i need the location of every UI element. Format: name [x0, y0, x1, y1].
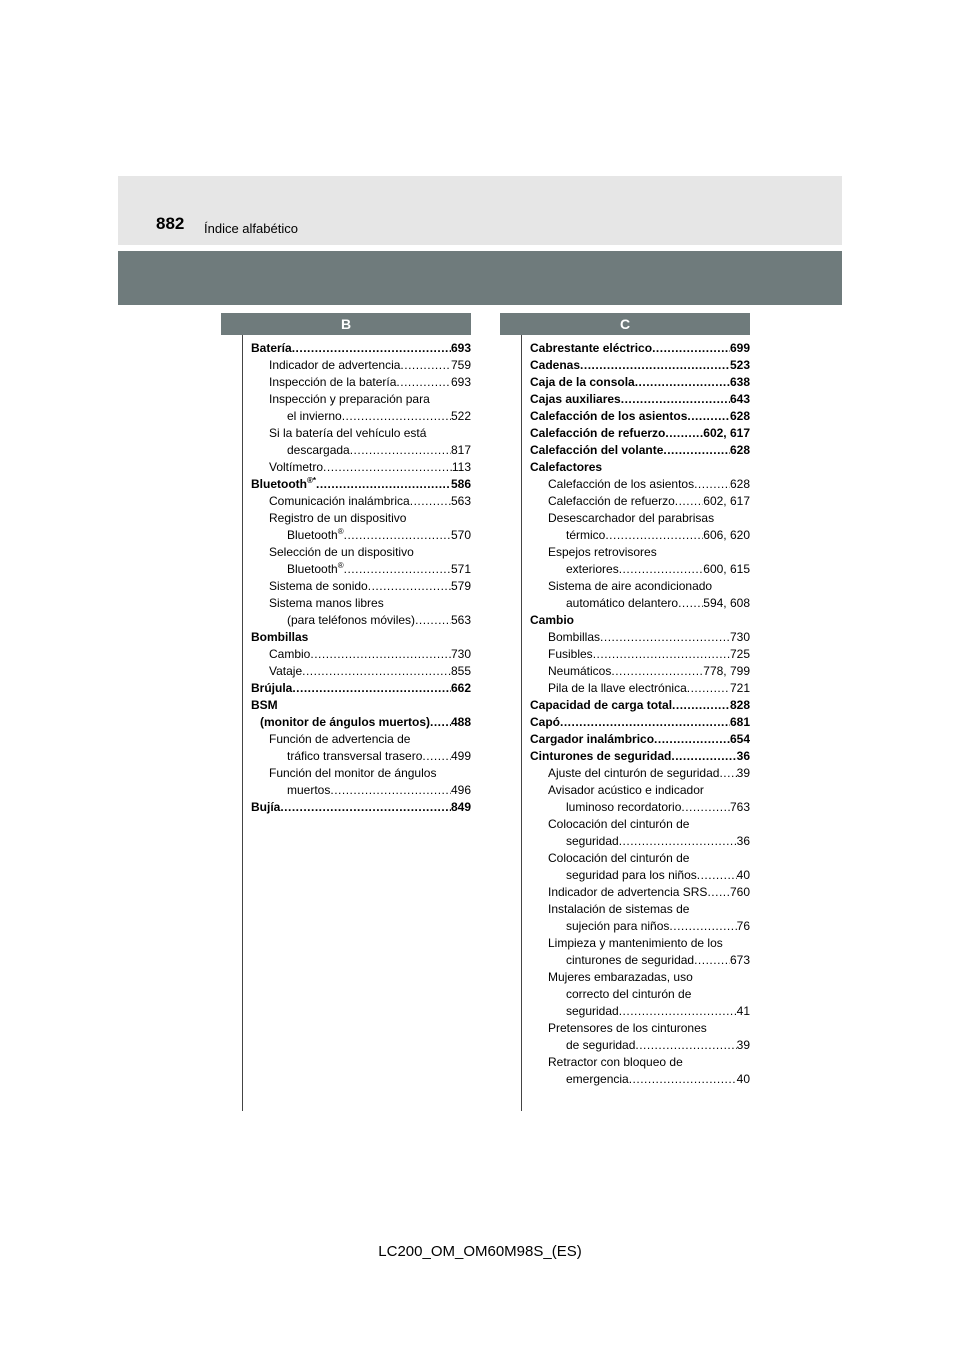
entry-page: 602, 617: [703, 426, 750, 440]
index-entry: [530, 918, 750, 935]
entry-label: Capó: [530, 715, 560, 729]
entry-page: 563: [450, 613, 471, 627]
entry-page: 730: [450, 647, 471, 661]
dot-leader: [292, 340, 451, 357]
index-entry: [530, 1003, 750, 1020]
index-entry: [530, 765, 750, 782]
entry-page: 654: [729, 732, 750, 746]
entry-page: 730: [729, 630, 750, 644]
entry-page: 600, 615: [703, 562, 750, 576]
entry-page: 673: [729, 953, 750, 967]
dot-leader: [593, 646, 730, 663]
entry-label: Indicador de advertencia: [269, 358, 401, 372]
entry-label: Pretensores de los cinturones: [548, 1021, 707, 1035]
dot-leader: [330, 782, 451, 799]
index-entry: [530, 663, 750, 680]
entry-label: Cambio: [269, 647, 311, 661]
index-entry: [530, 510, 750, 527]
entry-label: Desescarchador del parabrisas: [548, 511, 715, 525]
dot-leader: [280, 799, 451, 816]
index-entry: [251, 714, 471, 731]
entry-label: cinturones de seguridad: [566, 953, 695, 967]
entry-page: 725: [729, 647, 750, 661]
dot-leader: [323, 459, 452, 476]
dot-leader: [694, 952, 730, 969]
index-entry: [530, 459, 750, 476]
entry-page: 41: [736, 1004, 750, 1018]
letter-heading-c: C: [500, 313, 750, 335]
entry-label: térmico: [566, 528, 606, 542]
entry-label: Sistema de aire acondicionado: [548, 579, 713, 593]
dot-leader: [621, 391, 730, 408]
entry-label: Cambio: [530, 613, 575, 627]
dot-leader: [697, 867, 737, 884]
entry-label: Función de advertencia de: [269, 732, 411, 746]
index-entry: [251, 459, 471, 476]
entry-label: Calefacción del volante: [530, 443, 664, 457]
entry-page: 693: [450, 341, 471, 355]
index-entry: [530, 867, 750, 884]
entry-page: 760: [729, 885, 750, 899]
entry-label: Comunicación inalámbrica: [269, 494, 410, 508]
index-entry: [530, 561, 750, 578]
index-entry: [530, 816, 750, 833]
index-entry: [251, 731, 471, 748]
entry-page: 523: [729, 358, 750, 372]
index-entry: [251, 561, 471, 578]
index-entry: [251, 510, 471, 527]
entry-label: (monitor de ángulos muertos): [260, 715, 431, 729]
entry-label: Si la batería del vehículo está: [269, 426, 427, 440]
dot-leader: [678, 595, 703, 612]
index-entry: [251, 629, 471, 646]
entry-label: Sistema manos libres: [269, 596, 384, 610]
entry-label: Inspección y preparación para: [269, 392, 430, 406]
index-entry: [530, 476, 750, 493]
dot-leader: [663, 442, 730, 459]
index-entry: [251, 374, 471, 391]
index-entry: [251, 425, 471, 442]
dot-leader: [580, 357, 730, 374]
entry-label: Avisador acústico e indicador: [548, 783, 704, 797]
entry-label: BSM: [251, 698, 278, 712]
entry-page: 699: [729, 341, 750, 355]
registered-mark: ®: [337, 561, 344, 570]
dot-leader: [675, 493, 704, 510]
index-entry: [530, 901, 750, 918]
entry-label: Sistema de sonido: [269, 579, 368, 593]
dot-leader: [687, 408, 730, 425]
entry-label: Calefactores: [530, 460, 603, 474]
entry-label: Batería: [251, 341, 292, 355]
index-entry: [530, 340, 750, 357]
dot-leader: [671, 748, 736, 765]
dot-leader: [654, 731, 730, 748]
index-entry: [251, 578, 471, 595]
dot-leader: [611, 663, 703, 680]
entry-label: Instalación de sistemas de: [548, 902, 690, 916]
entry-label: seguridad para los niños: [566, 868, 697, 882]
entry-label: Voltímetro: [269, 460, 324, 474]
dot-leader: [400, 357, 451, 374]
column-divider-c: [521, 335, 522, 1111]
entry-label: Capacidad de carga total: [530, 698, 673, 712]
entry-page: 721: [729, 681, 750, 695]
dot-leader: [430, 714, 451, 731]
entry-label: Bujía: [251, 800, 281, 814]
dot-leader: [672, 697, 730, 714]
entry-label: Fusibles: [548, 647, 593, 661]
entry-label: Inspección de la batería: [269, 375, 397, 389]
index-entry: [530, 1020, 750, 1037]
dot-leader: [396, 374, 451, 391]
index-entry: [251, 612, 471, 629]
index-entry: [251, 357, 471, 374]
dot-leader: [619, 561, 704, 578]
index-entry: [530, 833, 750, 850]
entry-label: Bombillas: [548, 630, 601, 644]
entry-page: 763: [729, 800, 750, 814]
entry-page: 628: [729, 443, 750, 457]
index-entry: [251, 646, 471, 663]
page-number: 882: [156, 214, 185, 233]
index-entry: [530, 493, 750, 510]
index-column-c: [530, 340, 750, 1088]
entry-page: 488: [450, 715, 471, 729]
entry-label: Mujeres embarazadas, uso: [548, 970, 693, 984]
index-entry: [530, 799, 750, 816]
entry-label: (para teléfonos móviles): [287, 613, 416, 627]
entry-label: Ajuste del cinturón de seguridad: [548, 766, 720, 780]
entry-page: 638: [729, 375, 750, 389]
dot-leader: [560, 714, 730, 731]
index-entry: [530, 1037, 750, 1054]
index-entry: [530, 680, 750, 697]
index-entry: [251, 680, 471, 697]
entry-label: Retractor con bloqueo de: [548, 1055, 683, 1069]
dot-leader: [344, 561, 451, 578]
index-entry: [251, 799, 471, 816]
header-dark-band: [118, 251, 842, 305]
entry-page: 113: [451, 460, 471, 474]
dot-leader: [619, 1003, 737, 1020]
entry-page: 628: [729, 409, 750, 423]
dot-leader: [368, 578, 451, 595]
entry-label: Calefacción de los asientos: [530, 409, 688, 423]
entry-label: Calefacción de refuerzo: [548, 494, 675, 508]
index-entry: [251, 782, 471, 799]
index-entry: [251, 595, 471, 612]
entry-label: Bluetooth®*: [251, 476, 317, 491]
index-entry: [530, 425, 750, 442]
index-entry: [530, 748, 750, 765]
index-entry: [530, 544, 750, 561]
dot-leader: [292, 680, 451, 697]
entry-label: Cinturones de seguridad: [530, 749, 672, 763]
index-entry: [530, 1054, 750, 1071]
entry-label: emergencia: [566, 1072, 629, 1086]
entry-page: 628: [729, 477, 750, 491]
entry-page: 817: [450, 443, 471, 457]
entry-page: 855: [450, 664, 471, 678]
index-entry: [251, 493, 471, 510]
entry-label: sujeción para niños: [566, 919, 670, 933]
dot-leader: [605, 527, 703, 544]
dot-leader: [694, 476, 730, 493]
section-title: Índice alfabético: [204, 221, 298, 236]
dot-leader: [665, 425, 703, 442]
letter-heading-b: B: [221, 313, 471, 335]
dot-leader: [681, 799, 730, 816]
dot-leader: [635, 1037, 736, 1054]
entry-page: 681: [729, 715, 750, 729]
entry-label: tráfico transversal trasero: [287, 749, 423, 763]
index-entry: [530, 408, 750, 425]
entry-label: el invierno: [287, 409, 342, 423]
index-entry: [251, 765, 471, 782]
entry-label: Pila de la llave electrónica: [548, 681, 687, 695]
entry-label: Colocación del cinturón de: [548, 817, 690, 831]
entry-label: Limpieza y mantenimiento de los: [548, 936, 723, 950]
dot-leader: [350, 442, 451, 459]
index-entry: [530, 850, 750, 867]
entry-label: Función del monitor de ángulos: [269, 766, 437, 780]
entry-page: 643: [729, 392, 750, 406]
entry-page: 579: [450, 579, 471, 593]
entry-page: 39: [736, 766, 750, 780]
index-entry: [530, 1071, 750, 1088]
index-entry: [530, 697, 750, 714]
dot-leader: [415, 612, 451, 629]
entry-label: muertos: [287, 783, 331, 797]
entry-page: 849: [450, 800, 471, 814]
index-entry: [530, 527, 750, 544]
dot-leader: [316, 476, 451, 493]
entry-label: de seguridad: [566, 1038, 636, 1052]
index-entry: [530, 986, 750, 1003]
dot-leader: [719, 765, 736, 782]
registered-mark: ®: [337, 527, 344, 536]
index-entry: [251, 748, 471, 765]
index-entry: [530, 442, 750, 459]
index-entry: [530, 969, 750, 986]
entry-page: 499: [450, 749, 471, 763]
entry-label: automático delantero: [566, 596, 679, 610]
entry-page: 693: [450, 375, 471, 389]
index-column-b: [251, 340, 471, 816]
index-entry: [530, 612, 750, 629]
index-entry: [530, 782, 750, 799]
entry-page: 522: [450, 409, 471, 423]
dot-leader: [707, 884, 730, 901]
dot-leader: [600, 629, 730, 646]
entry-label: Bombillas: [251, 630, 309, 644]
column-divider-b: [242, 335, 243, 1111]
entry-page: 40: [736, 868, 750, 882]
entry-label: Cadenas: [530, 358, 581, 372]
entry-page: 496: [450, 783, 471, 797]
entry-page: 778, 799: [703, 664, 750, 678]
entry-page: 570: [450, 528, 471, 542]
entry-label: seguridad: [566, 834, 619, 848]
index-entry: [530, 731, 750, 748]
index-entry: [530, 884, 750, 901]
entry-page: 759: [450, 358, 471, 372]
entry-page: 571: [450, 562, 471, 576]
dot-leader: [310, 646, 451, 663]
index-entry: [251, 527, 471, 544]
entry-label: Caja de la consola: [530, 375, 635, 389]
entry-page: 39: [736, 1038, 750, 1052]
entry-label: Selección de un dispositivo: [269, 545, 414, 559]
index-entry: [251, 391, 471, 408]
index-entry: [530, 357, 750, 374]
index-entry: [530, 646, 750, 663]
index-entry: [530, 714, 750, 731]
registered-mark: ®*: [307, 476, 317, 485]
footer-code: LC200_OM_OM60M98S_(ES): [378, 1243, 582, 1260]
entry-label: Neumáticos: [548, 664, 612, 678]
dot-leader: [629, 1071, 737, 1088]
entry-label: Bluetooth®: [287, 527, 344, 542]
index-entry: [251, 476, 471, 493]
index-entry: [251, 544, 471, 561]
dot-leader: [619, 833, 737, 850]
index-entry: [251, 340, 471, 357]
entry-label: seguridad: [566, 1004, 619, 1018]
index-entry: [251, 442, 471, 459]
entry-page: 36: [736, 834, 750, 848]
entry-page: 586: [450, 477, 471, 491]
entry-page: 606, 620: [703, 528, 750, 542]
entry-label: Cajas auxiliares: [530, 392, 621, 406]
entry-page: 36: [736, 749, 750, 763]
entry-page: 40: [736, 1072, 750, 1086]
entry-label: Bluetooth®: [287, 561, 344, 576]
entry-label: Cabrestante eléctrico: [530, 341, 653, 355]
dot-leader: [410, 493, 451, 510]
entry-page: 76: [736, 919, 750, 933]
entry-label: Calefacción de los asientos: [548, 477, 695, 491]
dot-leader: [652, 340, 730, 357]
index-entry: [251, 697, 471, 714]
dot-leader: [344, 527, 451, 544]
entry-label: luminoso recordatorio: [566, 800, 682, 814]
dot-leader: [687, 680, 730, 697]
entry-label: Colocación del cinturón de: [548, 851, 690, 865]
dot-leader: [669, 918, 736, 935]
index-entry: [530, 595, 750, 612]
entry-label: Indicador de advertencia SRS: [548, 885, 708, 899]
index-entry: [530, 629, 750, 646]
dot-leader: [342, 408, 451, 425]
entry-page: 662: [450, 681, 471, 695]
entry-label: Cargador inalámbrico: [530, 732, 655, 746]
entry-label: exteriores: [566, 562, 619, 576]
entry-page: 828: [729, 698, 750, 712]
index-entry: [530, 374, 750, 391]
entry-page: 594, 608: [703, 596, 750, 610]
index-entry: [251, 663, 471, 680]
entry-label: Vataje: [269, 664, 303, 678]
entry-label: Brújula: [251, 681, 293, 695]
entry-label: Espejos retrovisores: [548, 545, 657, 559]
index-entry: [530, 391, 750, 408]
dot-leader: [422, 748, 451, 765]
entry-label: Registro de un dispositivo: [269, 511, 407, 525]
entry-label: descargada: [287, 443, 350, 457]
entry-page: 602, 617: [703, 494, 750, 508]
entry-label: Calefacción de refuerzo: [530, 426, 666, 440]
entry-page: 563: [450, 494, 471, 508]
index-entry: [530, 578, 750, 595]
dot-leader: [635, 374, 730, 391]
index-entry: [251, 408, 471, 425]
entry-label: correcto del cinturón de: [566, 987, 692, 1001]
index-entry: [530, 952, 750, 969]
index-entry: [530, 935, 750, 952]
dot-leader: [302, 663, 451, 680]
